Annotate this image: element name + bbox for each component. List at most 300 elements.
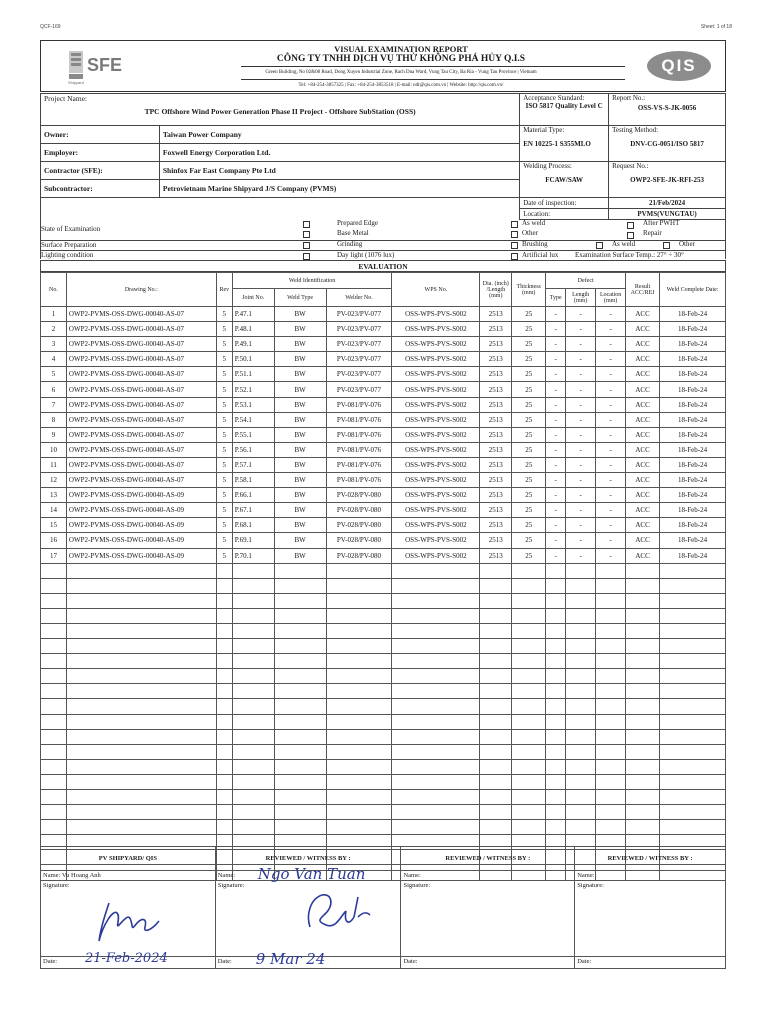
cell-wps: OSS-WPS-PVS-S002 <box>392 367 480 382</box>
cell-weld-type: BW <box>274 442 326 457</box>
cell-complete-date: 18-Feb-24 <box>660 518 726 533</box>
cell-defect-length <box>566 578 596 593</box>
surface-temp: Examination Surface Temp.: 27° ÷ 30° <box>575 251 684 259</box>
cell-wps <box>392 623 480 638</box>
cell-defect-type <box>546 699 566 714</box>
cell-dia <box>480 684 512 699</box>
cell-welder <box>326 593 392 608</box>
cell-drawing <box>66 774 216 789</box>
lighting-label: Lighting condition <box>41 251 94 259</box>
cell-dia <box>480 669 512 684</box>
cell-joint: P.50.1 <box>232 352 274 367</box>
cell-drawing <box>66 684 216 699</box>
cell-weld-type: BW <box>274 352 326 367</box>
cell-rev <box>216 729 232 744</box>
cell-drawing: OWP2-PVMS-OSS-DWG-00040-AS-09 <box>66 488 216 503</box>
material-label: Material Type: <box>523 126 565 134</box>
cell-thickness <box>512 790 546 805</box>
base-metal-checkbox[interactable] <box>303 231 310 238</box>
cell-dia: 2513 <box>480 427 512 442</box>
cell-no: 9 <box>41 427 67 442</box>
cell-defect-length <box>566 790 596 805</box>
cell-wps: OSS-WPS-PVS-S002 <box>392 548 480 563</box>
cell-defect-location: - <box>596 322 626 337</box>
table-row <box>41 473 726 488</box>
cell-dia <box>480 578 512 593</box>
cell-complete-date <box>660 593 726 608</box>
cell-result <box>626 790 660 805</box>
col-result: Result ACC/REJ <box>626 273 660 307</box>
cell-result: ACC <box>626 473 660 488</box>
cell-rev <box>216 654 232 669</box>
cell-dia: 2513 <box>480 488 512 503</box>
cell-wps: OSS-WPS-PVS-S002 <box>392 352 480 367</box>
report-no: OSS-VS-S-JK-0056 <box>637 104 697 112</box>
cell-joint <box>232 578 274 593</box>
cell-defect-type <box>546 623 566 638</box>
cell-weld-type <box>274 774 326 789</box>
cell-welder <box>326 714 392 729</box>
cell-thickness: 25 <box>512 533 546 548</box>
cell-welder: PV-028/PV-080 <box>326 548 392 563</box>
artificial-checkbox[interactable] <box>511 253 518 260</box>
cell-result: ACC <box>626 322 660 337</box>
cell-dia <box>480 805 512 820</box>
cell-joint <box>232 608 274 623</box>
sig-col3-title: REVIEWED / WITNESS BY : <box>401 847 575 871</box>
cell-result: ACC <box>626 352 660 367</box>
as-weld2-checkbox[interactable] <box>596 242 603 249</box>
cell-wps: OSS-WPS-PVS-S002 <box>392 337 480 352</box>
cell-joint <box>232 654 274 669</box>
cell-joint: P.58.1 <box>232 473 274 488</box>
location-label: Location: <box>520 209 609 220</box>
cell-defect-length: - <box>566 322 596 337</box>
cell-dia: 2513 <box>480 322 512 337</box>
cell-thickness <box>512 623 546 638</box>
as-weld-checkbox[interactable] <box>511 221 518 228</box>
cell-thickness: 25 <box>512 427 546 442</box>
cell-thickness <box>512 608 546 623</box>
cell-dia: 2513 <box>480 503 512 518</box>
cell-wps: OSS-WPS-PVS-S002 <box>392 307 480 322</box>
table-row <box>41 412 726 427</box>
cell-welder <box>326 654 392 669</box>
cell-result: ACC <box>626 382 660 397</box>
cell-weld-type: BW <box>274 382 326 397</box>
cell-wps: OSS-WPS-PVS-S002 <box>392 533 480 548</box>
cell-defect-type: - <box>546 352 566 367</box>
cell-rev <box>216 790 232 805</box>
day-light-checkbox[interactable] <box>303 253 310 260</box>
cell-weld-type <box>274 654 326 669</box>
cell-defect-type: - <box>546 427 566 442</box>
cell-defect-type <box>546 669 566 684</box>
table-row <box>41 790 726 805</box>
grinding-checkbox[interactable] <box>303 242 310 249</box>
after-pwht-label: After PWHT <box>643 219 680 227</box>
cell-welder <box>326 759 392 774</box>
cell-rev <box>216 623 232 638</box>
cell-defect-length <box>566 563 596 578</box>
cell-rev: 5 <box>216 533 232 548</box>
cell-rev <box>216 593 232 608</box>
cell-wps <box>392 744 480 759</box>
company-contact: Tel: +84-254-3857325 | Fax: +84-254-3853518 | E-mail: ndt@qis.com.vn | Website: http://qis.com.vn/ <box>298 83 504 88</box>
cell-welder <box>326 699 392 714</box>
cell-joint <box>232 820 274 835</box>
cell-defect-location <box>596 593 626 608</box>
cell-result <box>626 714 660 729</box>
table-row <box>41 578 726 593</box>
sig-col1-title: PV SHIPYARD/ QIS <box>41 847 216 871</box>
prepared-edge-checkbox[interactable] <box>303 221 310 228</box>
cell-rev: 5 <box>216 382 232 397</box>
cell-drawing <box>66 639 216 654</box>
cell-defect-location: - <box>596 367 626 382</box>
cell-no <box>41 744 67 759</box>
cell-drawing <box>66 669 216 684</box>
cell-complete-date: 18-Feb-24 <box>660 503 726 518</box>
cell-rev <box>216 699 232 714</box>
cell-dia <box>480 729 512 744</box>
cell-dia: 2513 <box>480 382 512 397</box>
cell-thickness <box>512 593 546 608</box>
cell-no: 11 <box>41 457 67 472</box>
report-title: VISUAL EXAMINATION REPORT <box>334 44 468 54</box>
cell-dia: 2513 <box>480 352 512 367</box>
cell-welder <box>326 805 392 820</box>
cell-defect-location: - <box>596 518 626 533</box>
cell-joint: P.51.1 <box>232 367 274 382</box>
cell-defect-location: - <box>596 427 626 442</box>
cell-no <box>41 608 67 623</box>
cell-joint <box>232 639 274 654</box>
cell-defect-length: - <box>566 427 596 442</box>
cell-dia: 2513 <box>480 548 512 563</box>
table-row <box>41 774 726 789</box>
cell-result <box>626 639 660 654</box>
cell-defect-length: - <box>566 367 596 382</box>
table-row <box>41 427 726 442</box>
sig-col2-date-label: Date: <box>217 958 232 965</box>
cell-no <box>41 714 67 729</box>
cell-rev: 5 <box>216 352 232 367</box>
cell-defect-type <box>546 608 566 623</box>
acceptance-standard: ISO 5817 Quality Level C <box>525 102 603 110</box>
brushing-checkbox[interactable] <box>511 242 518 249</box>
cell-defect-type <box>546 759 566 774</box>
subcontractor-label: Subcontractor: <box>41 180 160 198</box>
cell-no <box>41 774 67 789</box>
cell-weld-type: BW <box>274 473 326 488</box>
cell-rev: 5 <box>216 548 232 563</box>
cell-welder <box>326 639 392 654</box>
cell-joint <box>232 563 274 578</box>
col-defect: Defect <box>546 273 626 289</box>
cell-complete-date: 18-Feb-24 <box>660 473 726 488</box>
cell-defect-location <box>596 669 626 684</box>
evaluation-rows <box>41 307 726 881</box>
table-row <box>41 639 726 654</box>
cell-rev: 5 <box>216 322 232 337</box>
cell-complete-date: 18-Feb-24 <box>660 412 726 427</box>
cell-wps <box>392 654 480 669</box>
cell-defect-type <box>546 774 566 789</box>
cell-thickness <box>512 729 546 744</box>
cell-dia: 2513 <box>480 533 512 548</box>
cell-weld-type <box>274 684 326 699</box>
cell-drawing: OWP2-PVMS-OSS-DWG-00040-AS-07 <box>66 412 216 427</box>
cell-defect-length: - <box>566 382 596 397</box>
table-row <box>41 669 726 684</box>
cell-defect-type <box>546 729 566 744</box>
cell-dia <box>480 714 512 729</box>
cell-welder: PV-081/PV-076 <box>326 427 392 442</box>
cell-welder <box>326 774 392 789</box>
cell-result <box>626 684 660 699</box>
cell-complete-date <box>660 714 726 729</box>
cell-result: ACC <box>626 307 660 322</box>
cell-defect-location <box>596 790 626 805</box>
table-row <box>41 654 726 669</box>
cell-thickness <box>512 669 546 684</box>
cell-rev: 5 <box>216 412 232 427</box>
cell-no <box>41 684 67 699</box>
cell-rev <box>216 608 232 623</box>
table-row <box>41 457 726 472</box>
request-label: Request No.: <box>612 162 649 170</box>
cell-weld-type: BW <box>274 518 326 533</box>
cell-no: 1 <box>41 307 67 322</box>
cell-drawing: OWP2-PVMS-OSS-DWG-00040-AS-07 <box>66 322 216 337</box>
repair-checkbox[interactable] <box>627 232 634 239</box>
cell-thickness: 25 <box>512 412 546 427</box>
cell-defect-length <box>566 759 596 774</box>
cell-joint <box>232 744 274 759</box>
cell-no: 15 <box>41 518 67 533</box>
cell-rev <box>216 820 232 835</box>
cell-defect-length <box>566 820 596 835</box>
cell-result <box>626 805 660 820</box>
cell-complete-date: 18-Feb-24 <box>660 352 726 367</box>
cell-thickness: 25 <box>512 307 546 322</box>
cell-dia <box>480 654 512 669</box>
sig-col2-signature-label: Signature: <box>217 882 245 889</box>
cell-no: 10 <box>41 442 67 457</box>
col-length: Length (mm) <box>566 289 596 307</box>
cell-welder <box>326 563 392 578</box>
cell-drawing <box>66 563 216 578</box>
cell-defect-location <box>596 759 626 774</box>
cell-defect-length <box>566 654 596 669</box>
cell-dia <box>480 639 512 654</box>
other2-label: Other <box>679 240 695 248</box>
cell-complete-date <box>660 563 726 578</box>
table-row <box>41 442 726 457</box>
cell-welder: PV-081/PV-076 <box>326 397 392 412</box>
cell-drawing: OWP2-PVMS-OSS-DWG-00040-AS-07 <box>66 352 216 367</box>
cell-welder <box>326 608 392 623</box>
cell-result: ACC <box>626 397 660 412</box>
after-pwht-checkbox[interactable] <box>627 222 634 229</box>
cell-weld-type: BW <box>274 322 326 337</box>
table-row <box>41 548 726 563</box>
cell-no: 4 <box>41 352 67 367</box>
cell-wps: OSS-WPS-PVS-S002 <box>392 397 480 412</box>
material-type: EN 10225-1 S355MLO <box>523 140 591 148</box>
cell-complete-date: 18-Feb-24 <box>660 548 726 563</box>
cell-defect-type <box>546 805 566 820</box>
cell-thickness: 25 <box>512 397 546 412</box>
other-label: Other <box>522 229 538 237</box>
cell-defect-type: - <box>546 322 566 337</box>
cell-complete-date <box>660 623 726 638</box>
cell-rev: 5 <box>216 427 232 442</box>
cell-drawing <box>66 623 216 638</box>
cell-defect-length: - <box>566 307 596 322</box>
cell-defect-type <box>546 790 566 805</box>
cell-welder: PV-081/PV-076 <box>326 442 392 457</box>
cell-thickness: 25 <box>512 548 546 563</box>
handwritten-signature-2 <box>296 887 376 937</box>
cell-thickness: 25 <box>512 457 546 472</box>
cell-joint: P.55.1 <box>232 427 274 442</box>
cell-defect-type: - <box>546 442 566 457</box>
cell-joint: P.48.1 <box>232 322 274 337</box>
table-row <box>41 533 726 548</box>
cell-rev: 5 <box>216 367 232 382</box>
col-complete: Weld Complete Date: <box>660 273 726 307</box>
cell-rev <box>216 578 232 593</box>
cell-dia: 2513 <box>480 412 512 427</box>
table-row <box>41 744 726 759</box>
project-info-table <box>40 93 726 220</box>
cell-welder: PV-023/PV-077 <box>326 367 392 382</box>
cell-drawing <box>66 820 216 835</box>
cell-drawing <box>66 714 216 729</box>
cell-no: 2 <box>41 322 67 337</box>
cell-defect-location: - <box>596 533 626 548</box>
table-row <box>41 322 726 337</box>
cell-wps <box>392 578 480 593</box>
col-weld-id: Weld Identification <box>232 273 392 289</box>
table-row <box>41 337 726 352</box>
cell-complete-date: 18-Feb-24 <box>660 382 726 397</box>
cell-thickness <box>512 805 546 820</box>
sfe-logo-text: SFE <box>87 55 123 75</box>
cell-weld-type: BW <box>274 397 326 412</box>
report-no-label: Report No.: <box>612 94 646 102</box>
report-header <box>40 40 726 92</box>
cell-defect-type: - <box>546 367 566 382</box>
cell-no <box>41 729 67 744</box>
cell-no: 3 <box>41 337 67 352</box>
cell-wps: OSS-WPS-PVS-S002 <box>392 412 480 427</box>
table-row <box>41 820 726 835</box>
cell-no <box>41 654 67 669</box>
cell-result: ACC <box>626 427 660 442</box>
cell-rev <box>216 714 232 729</box>
other2-checkbox[interactable] <box>663 242 670 249</box>
cell-drawing: OWP2-PVMS-OSS-DWG-00040-AS-07 <box>66 457 216 472</box>
cell-drawing <box>66 805 216 820</box>
cell-rev: 5 <box>216 503 232 518</box>
cell-complete-date: 18-Feb-24 <box>660 367 726 382</box>
cell-no <box>41 593 67 608</box>
cell-complete-date <box>660 729 726 744</box>
cell-weld-type: BW <box>274 337 326 352</box>
cell-defect-location: - <box>596 442 626 457</box>
table-row <box>41 307 726 322</box>
cell-weld-type: BW <box>274 307 326 322</box>
table-row <box>41 759 726 774</box>
sig-col1-signature-label: Signature: <box>43 882 70 889</box>
cell-wps: OSS-WPS-PVS-S002 <box>392 503 480 518</box>
contractor-value: Shinfox Far East Company Pte Ltd <box>159 162 519 180</box>
evaluation-title: EVALUATION <box>40 260 726 272</box>
sig-col4-name-label: Name: <box>575 871 726 881</box>
cell-defect-length: - <box>566 397 596 412</box>
cell-defect-length <box>566 669 596 684</box>
cell-joint: P.56.1 <box>232 442 274 457</box>
cell-dia <box>480 774 512 789</box>
cell-result: ACC <box>626 533 660 548</box>
other-checkbox[interactable] <box>511 231 518 238</box>
cell-defect-location: - <box>596 457 626 472</box>
cell-welder <box>326 790 392 805</box>
cell-defect-type: - <box>546 307 566 322</box>
cell-wps: OSS-WPS-PVS-S002 <box>392 442 480 457</box>
sig-col1-date: 21-Feb-2024 <box>85 951 168 966</box>
cell-defect-length <box>566 608 596 623</box>
cell-defect-type <box>546 744 566 759</box>
cell-complete-date <box>660 669 726 684</box>
cell-dia <box>480 820 512 835</box>
cell-complete-date <box>660 684 726 699</box>
cell-no: 7 <box>41 397 67 412</box>
cell-result: ACC <box>626 442 660 457</box>
cell-result <box>626 729 660 744</box>
sig-col2-date: 9 Mar 24 <box>255 950 326 968</box>
employer-value: Foxwell Energy Corporation Ltd. <box>159 144 519 162</box>
cell-defect-location <box>596 729 626 744</box>
cell-weld-type <box>274 563 326 578</box>
cell-no <box>41 699 67 714</box>
cell-defect-type: - <box>546 503 566 518</box>
col-type: Type <box>546 289 566 307</box>
cell-weld-type <box>274 820 326 835</box>
cell-result <box>626 759 660 774</box>
artificial-label: Artificial lux <box>522 251 559 259</box>
sig-col1-name: Vu Hoang Anh <box>61 872 101 879</box>
cell-defect-type: - <box>546 548 566 563</box>
cell-complete-date: 18-Feb-24 <box>660 397 726 412</box>
cell-wps <box>392 639 480 654</box>
cell-defect-type: - <box>546 473 566 488</box>
cell-defect-location: - <box>596 503 626 518</box>
sig-col2-name: Ngo Van Tuan <box>257 865 366 883</box>
cell-wps <box>392 699 480 714</box>
state-label: State of Examination <box>41 225 101 233</box>
cell-result <box>626 608 660 623</box>
cell-defect-length <box>566 639 596 654</box>
cell-drawing <box>66 654 216 669</box>
cell-drawing: OWP2-PVMS-OSS-DWG-00040-AS-09 <box>66 518 216 533</box>
cell-defect-length <box>566 805 596 820</box>
cell-joint <box>232 774 274 789</box>
table-row <box>41 382 726 397</box>
